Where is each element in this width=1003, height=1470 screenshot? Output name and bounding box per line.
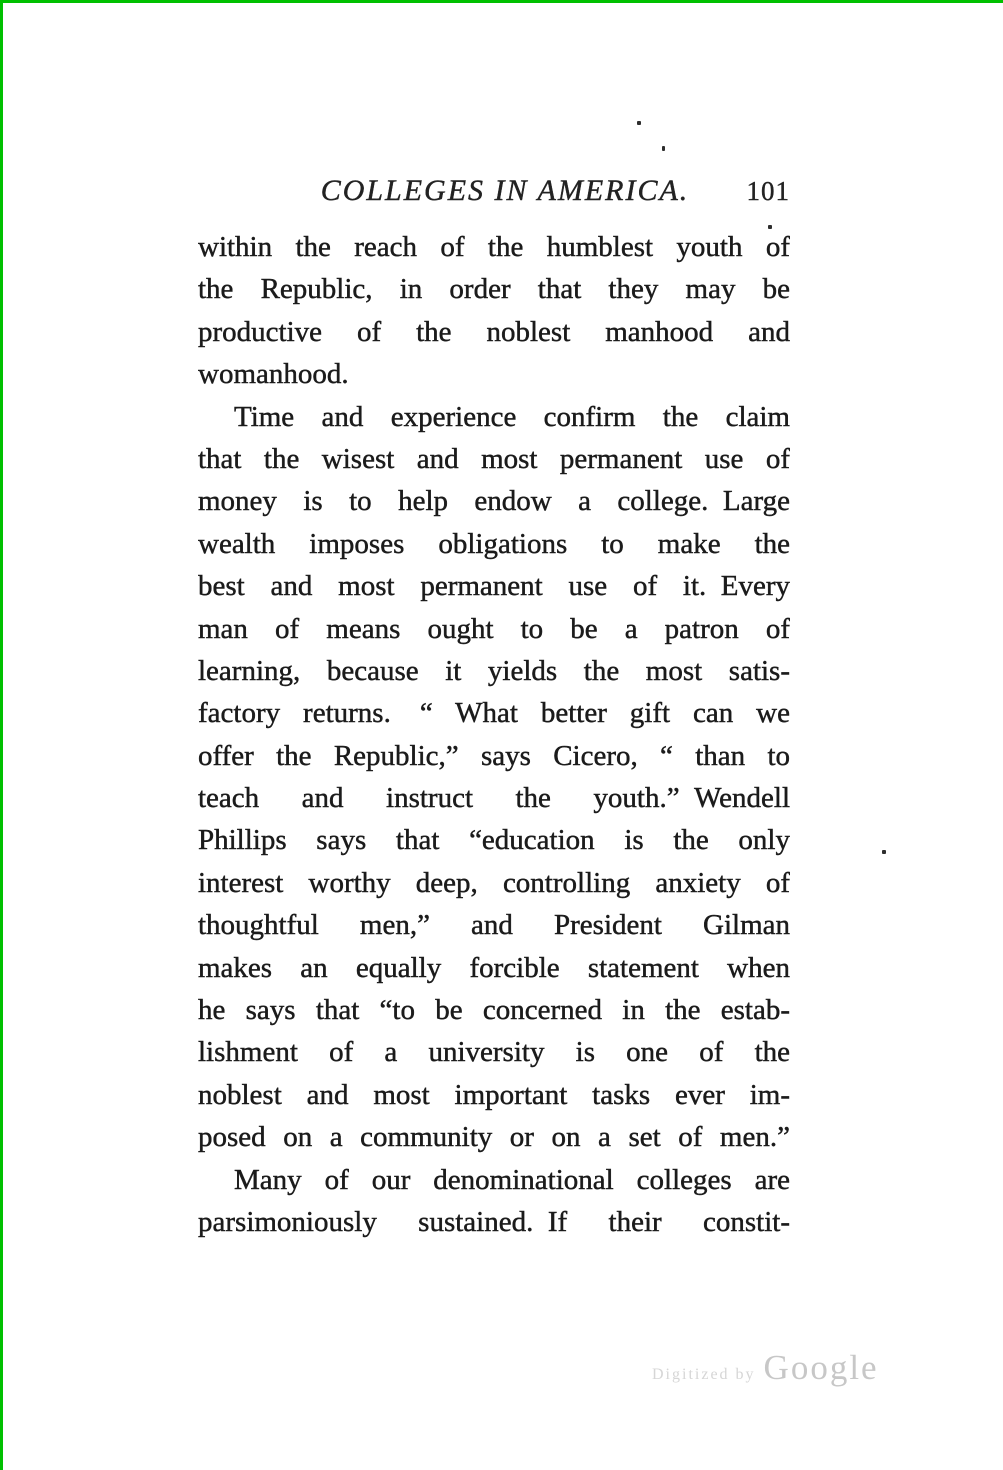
text-line: factory returns. “ What better gift can we: [198, 697, 790, 730]
text-line: learning, because it yields the most satis-: [198, 654, 790, 687]
scan-edge-line-left: [0, 0, 3, 1470]
scan-edge-line-top: [0, 0, 1003, 3]
text-line: womanhood.: [198, 358, 349, 391]
digitized-by-google-watermark: [652, 1348, 879, 1388]
text-line: parsimoniously sustained. If their constit-: [198, 1205, 790, 1238]
running-header: [198, 174, 790, 210]
ink-speck: [637, 121, 641, 125]
text-line: man of means ought to be a patron of: [198, 612, 790, 645]
text-line: Phillips says that “education is the only: [198, 824, 790, 857]
text-line: makes an equally forcible statement when: [198, 951, 790, 984]
watermark-prefix: Digitized by: [652, 1366, 756, 1383]
text-line: within the reach of the humblest youth of: [198, 231, 790, 263]
ink-speck: [768, 225, 772, 229]
text-line: interest worthy deep, controlling anxiety of: [198, 866, 790, 899]
paragraph: [198, 226, 790, 396]
body-text: [198, 226, 790, 1243]
text-line: Time and experience confirm the claim: [234, 400, 790, 433]
text-line: that the wisest and most permanent use of: [198, 442, 790, 475]
text-line: wealth imposes obligations to make the: [198, 527, 790, 560]
text-line: posed on a community or on a set of men.”: [198, 1121, 790, 1154]
text-line: he says that “to be concerned in the estab-: [198, 994, 790, 1027]
ink-speck: [882, 850, 886, 854]
paragraph: [198, 1159, 790, 1244]
text-line: teach and instruct the youth.” Wendell: [198, 782, 790, 815]
paragraph: [198, 396, 790, 1159]
text-line: productive of the noblest manhood and: [198, 315, 790, 348]
text-line: Many of our denominational colleges are: [234, 1163, 790, 1196]
text-line: the Republic, in order that they may be: [198, 273, 790, 306]
text-line: noblest and most important tasks ever im-: [198, 1078, 790, 1111]
text-line: lishment of a university is one of the: [198, 1036, 790, 1069]
text-line: best and most permanent use of it. Every: [198, 570, 790, 603]
ink-speck: [662, 146, 665, 151]
text-line: thoughtful men,” and President Gilman: [198, 909, 790, 942]
text-line: offer the Republic,” says Cicero, “ than to: [198, 739, 790, 772]
page-header-title: COLLEGES IN AMERICA.: [320, 174, 690, 207]
text-line: money is to help endow a college. Large: [198, 485, 790, 518]
page-number: 101: [746, 176, 790, 206]
watermark-brand: Google: [763, 1348, 879, 1387]
